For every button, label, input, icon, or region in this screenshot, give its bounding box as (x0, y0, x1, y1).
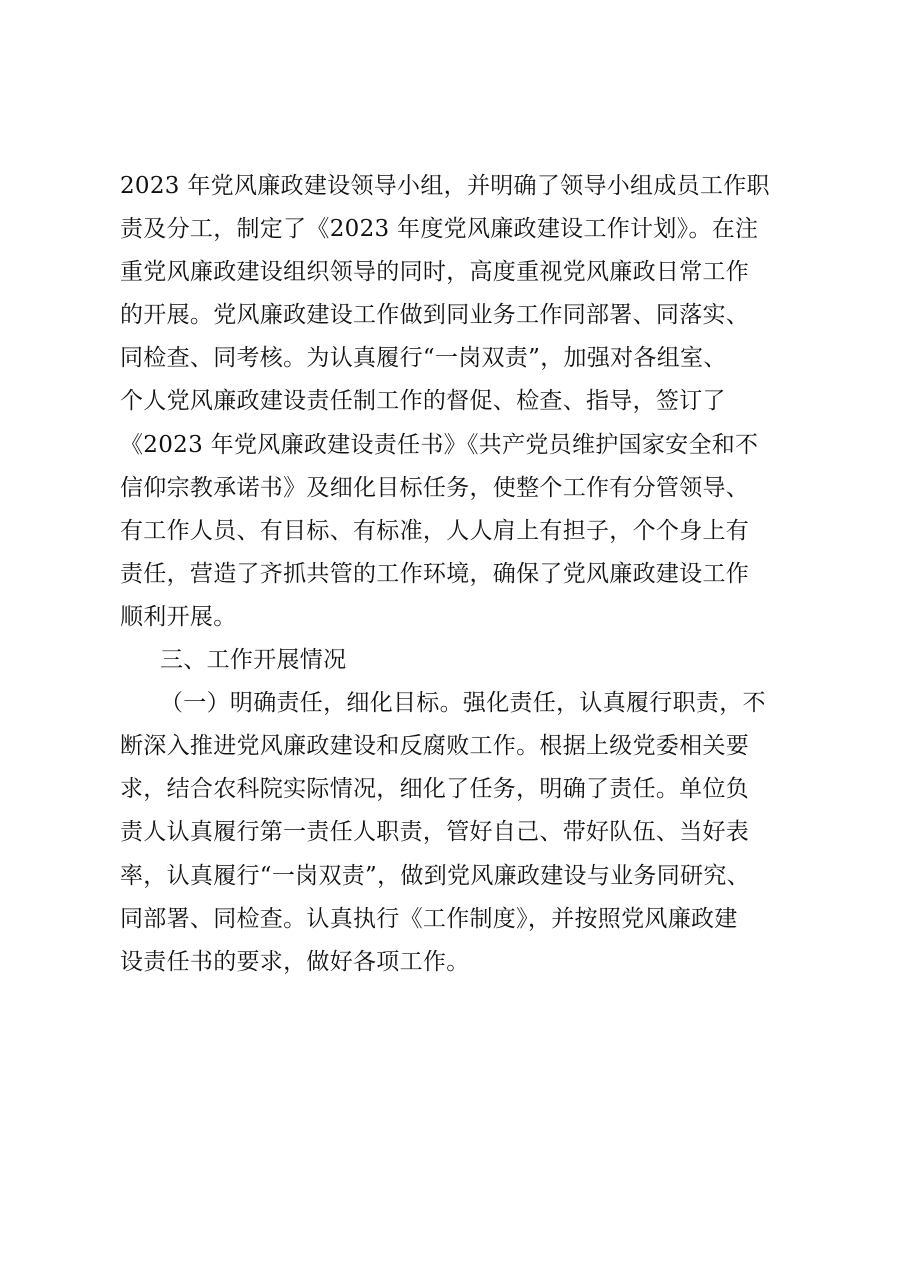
paragraph-line: 顺利开展。 (120, 603, 237, 630)
paragraph-line: 信仰宗教承诺书》及细化目标任务，使整个工作有分管领导、 (120, 474, 750, 501)
paragraph-line: 同检查、同考核。为认真履行“一岗双责”，加强对各组室、 (120, 345, 727, 372)
paragraph-line: 《2023 年党风廉政建设责任书》《共产党员维护国家安全和不 (120, 431, 759, 458)
paragraph-line: 2023 年党风廉政建设领导小组，并明确了领导小组成员工作职 (120, 173, 770, 199)
paragraph-line: 重党风廉政建设组织领导的同时，高度重视党风廉政日常工作 (120, 259, 750, 286)
document-body (120, 165, 820, 984)
paragraph-line: 断深入推进党风廉政建设和反腐败工作。根据上级党委相关要 (120, 733, 750, 760)
paragraph-line: 责人认真履行第一责任人职责，管好自己、带好队伍、当好表 (120, 819, 750, 846)
paragraph-line: 责任，营造了齐抓共管的工作环境，确保了党风廉政建设工作 (120, 560, 750, 587)
paragraph-line: 个人党风廉政建设责任制工作的督促、检查、指导，签订了 (120, 388, 726, 415)
paragraph-line: 责及分工，制定了《2023 年度党风廉政建设工作计划》。在注 (120, 216, 759, 243)
paragraph-line: 有工作人员、有目标、有标准，人人肩上有担子，个个身上有 (120, 517, 750, 544)
paragraph-line: 同部署、同检查。认真执行《工作制度》，并按照党风廉政建 (120, 905, 738, 932)
paragraph-line: 求，结合农科院实际情况，细化了任务，明确了责任。单位负 (120, 776, 750, 803)
paragraph-line: 的开展。党风廉政建设工作做到同业务工作同部署、同落实、 (120, 302, 750, 329)
paragraph-line: （一）明确责任，细化目标。强化责任，认真履行职责，不 (160, 690, 766, 717)
paragraph-line: 设责任书的要求，做好各项工作。 (120, 948, 470, 975)
paragraph-line: 率，认真履行“一岗双责”，做到党风廉政建设与业务同研究、 (120, 862, 750, 889)
section-heading: 三、工作开展情况 (160, 647, 347, 674)
